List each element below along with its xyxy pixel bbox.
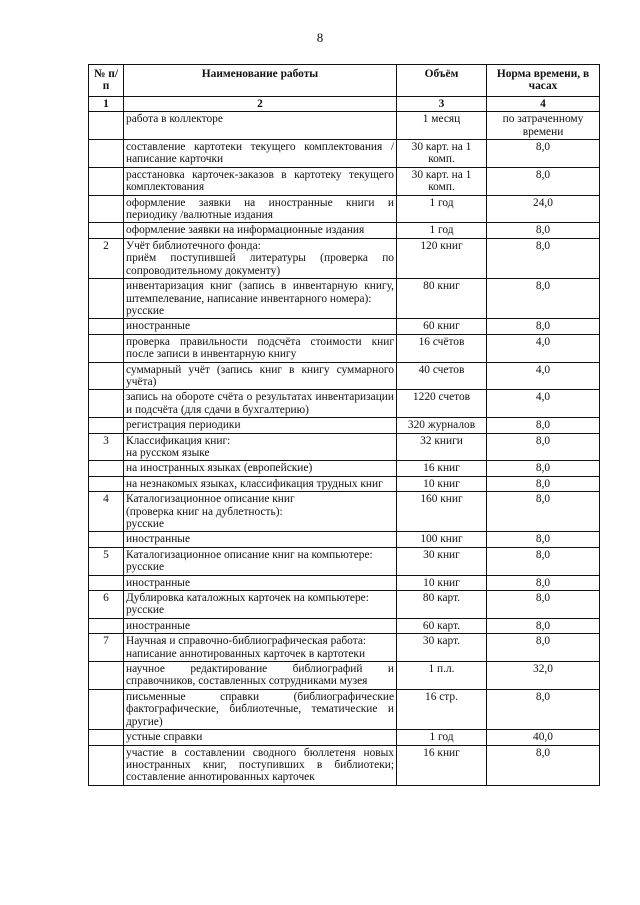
time-norm: 8,0 [487, 279, 600, 319]
work-volume: 100 книг [397, 532, 487, 547]
time-norm: 8,0 [487, 634, 600, 662]
row-number: 2 [89, 238, 124, 278]
time-norm: 4,0 [487, 334, 600, 362]
work-volume: 60 книг [397, 319, 487, 334]
work-name: работа в коллекторе [124, 112, 397, 140]
row-number [89, 112, 124, 140]
row-number [89, 223, 124, 238]
table-row [89, 532, 600, 547]
time-norm: 24,0 [487, 195, 600, 223]
table-row [89, 334, 600, 362]
table-row [89, 418, 600, 433]
work-volume: 30 карт. на 1 комп. [397, 140, 487, 168]
time-norm: 8,0 [487, 461, 600, 476]
time-norm: 4,0 [487, 362, 600, 390]
work-volume: 16 счётов [397, 334, 487, 362]
time-norm: 8,0 [487, 433, 600, 461]
work-volume: 30 карт. [397, 634, 487, 662]
work-name: запись на обороте счёта о результатах инвентаризации и подсчёта (для сдачи в бухгалтерию) [124, 390, 397, 418]
row-number [89, 390, 124, 418]
header-volume: Объём [397, 65, 487, 97]
work-volume: 1 месяц [397, 112, 487, 140]
work-volume: 32 книги [397, 433, 487, 461]
work-volume: 1 год [397, 195, 487, 223]
time-norm: 40,0 [487, 730, 600, 745]
work-volume: 160 книг [397, 492, 487, 532]
work-volume: 1 п.л. [397, 662, 487, 690]
work-name: иностранные [124, 319, 397, 334]
table-row [89, 547, 600, 575]
table-body [89, 112, 600, 786]
column-numbers-row [89, 96, 600, 111]
time-norm: 8,0 [487, 167, 600, 195]
work-volume: 30 карт. на 1 комп. [397, 167, 487, 195]
time-norm: 8,0 [487, 319, 600, 334]
table-row [89, 591, 600, 619]
work-volume: 16 стр. [397, 689, 487, 729]
work-volume: 1 год [397, 730, 487, 745]
table-row [89, 279, 600, 319]
row-number: 7 [89, 634, 124, 662]
work-name: участие в составлении сводного бюллетеня новых иностранных книг, поступивших в библиотеки; составление аннотированных карточек [124, 745, 397, 785]
row-number: 5 [89, 547, 124, 575]
work-volume: 16 книг [397, 461, 487, 476]
time-norm: 8,0 [487, 618, 600, 633]
table-row [89, 195, 600, 223]
table-row [89, 492, 600, 532]
table-row [89, 390, 600, 418]
work-name: иностранные [124, 618, 397, 633]
time-norm: 8,0 [487, 476, 600, 491]
table-row [89, 476, 600, 491]
work-name: Научная и справочно-библиографическая работа: написание аннотированных карточек в картотеки [124, 634, 397, 662]
header-norm: Норма времени, в часах [487, 65, 600, 97]
table-row [89, 362, 600, 390]
work-volume: 80 карт. [397, 591, 487, 619]
work-name: расстановка карточек-заказов в картотеку текущего комплектования [124, 167, 397, 195]
work-name: Классификация книг: на русском языке [124, 433, 397, 461]
work-name: письменные справки (библиографические фактографические, библиотечные, тематические и другие) [124, 689, 397, 729]
column-number: 2 [124, 96, 397, 111]
work-name: проверка правильности подсчёта стоимости книг после записи в инвентарную книгу [124, 334, 397, 362]
work-volume: 10 книг [397, 575, 487, 590]
row-number [89, 195, 124, 223]
work-name: оформление заявки на иностранные книги и периодику /валютные издания [124, 195, 397, 223]
time-norm: 8,0 [487, 689, 600, 729]
table-row [89, 662, 600, 690]
work-volume: 1 год [397, 223, 487, 238]
row-number [89, 319, 124, 334]
row-number [89, 618, 124, 633]
row-number [89, 689, 124, 729]
table-row [89, 140, 600, 168]
table-row [89, 689, 600, 729]
table-row [89, 433, 600, 461]
time-norm: 8,0 [487, 223, 600, 238]
time-norm: 32,0 [487, 662, 600, 690]
work-volume: 1220 счетов [397, 390, 487, 418]
work-name: иностранные [124, 575, 397, 590]
time-norm: 8,0 [487, 492, 600, 532]
row-number [89, 532, 124, 547]
header-no: № п/п [89, 65, 124, 97]
row-number [89, 167, 124, 195]
column-number: 1 [89, 96, 124, 111]
row-number [89, 334, 124, 362]
row-number [89, 279, 124, 319]
table-row [89, 238, 600, 278]
norms-table [88, 64, 600, 786]
time-norm: 8,0 [487, 547, 600, 575]
work-name: Дублировка каталожных карточек на компьютере: русские [124, 591, 397, 619]
time-norm: по затраченному времени [487, 112, 600, 140]
row-number [89, 461, 124, 476]
work-name: на незнакомых языках, классификация трудных книг [124, 476, 397, 491]
table-row [89, 575, 600, 590]
work-volume: 16 книг [397, 745, 487, 785]
header-name: Наименование работы [124, 65, 397, 97]
column-number: 4 [487, 96, 600, 111]
work-volume: 30 книг [397, 547, 487, 575]
time-norm: 8,0 [487, 532, 600, 547]
table-header [89, 65, 600, 112]
table-row [89, 167, 600, 195]
row-number [89, 418, 124, 433]
table-row [89, 461, 600, 476]
row-number [89, 140, 124, 168]
work-volume: 120 книг [397, 238, 487, 278]
time-norm: 8,0 [487, 418, 600, 433]
time-norm: 8,0 [487, 591, 600, 619]
column-number: 3 [397, 96, 487, 111]
table-row [89, 730, 600, 745]
row-number: 6 [89, 591, 124, 619]
time-norm: 8,0 [487, 575, 600, 590]
work-name: на иностранных языках (европейские) [124, 461, 397, 476]
work-name: иностранные [124, 532, 397, 547]
work-name: Каталогизационное описание книг на компьютере: русские [124, 547, 397, 575]
row-number [89, 730, 124, 745]
work-volume: 10 книг [397, 476, 487, 491]
page-number: 8 [316, 30, 324, 45]
work-name: Учёт библиотечного фонда: приём поступившей литературы (проверка по сопроводительному документу) [124, 238, 397, 278]
row-number [89, 575, 124, 590]
work-name: инвентаризация книг (запись в инвентарную книгу, штемпелевание, написание инвентарного номера): русские [124, 279, 397, 319]
work-name: составление картотеки текущего комплектования / написание карточки [124, 140, 397, 168]
work-name: суммарный учёт (запись книг в книгу суммарного учёта) [124, 362, 397, 390]
time-norm: 4,0 [487, 390, 600, 418]
work-volume: 60 карт. [397, 618, 487, 633]
time-norm: 8,0 [487, 140, 600, 168]
work-name: научное редактирование библиографий и справочников, составленных сотрудниками музея [124, 662, 397, 690]
row-number [89, 476, 124, 491]
row-number [89, 745, 124, 785]
table-row [89, 745, 600, 785]
table-row [89, 112, 600, 140]
work-volume: 80 книг [397, 279, 487, 319]
row-number [89, 362, 124, 390]
time-norm: 8,0 [487, 238, 600, 278]
work-volume: 320 журналов [397, 418, 487, 433]
row-number: 4 [89, 492, 124, 532]
work-volume: 40 счетов [397, 362, 487, 390]
row-number [89, 662, 124, 690]
time-norm: 8,0 [487, 745, 600, 785]
work-name: оформление заявки на информационные издания [124, 223, 397, 238]
table-row [89, 634, 600, 662]
table-row [89, 319, 600, 334]
work-name: устные справки [124, 730, 397, 745]
work-name: Каталогизационное описание книг (проверка книг на дублетность): русские [124, 492, 397, 532]
table-row [89, 223, 600, 238]
work-name: регистрация периодики [124, 418, 397, 433]
table-row [89, 618, 600, 633]
row-number: 3 [89, 433, 124, 461]
